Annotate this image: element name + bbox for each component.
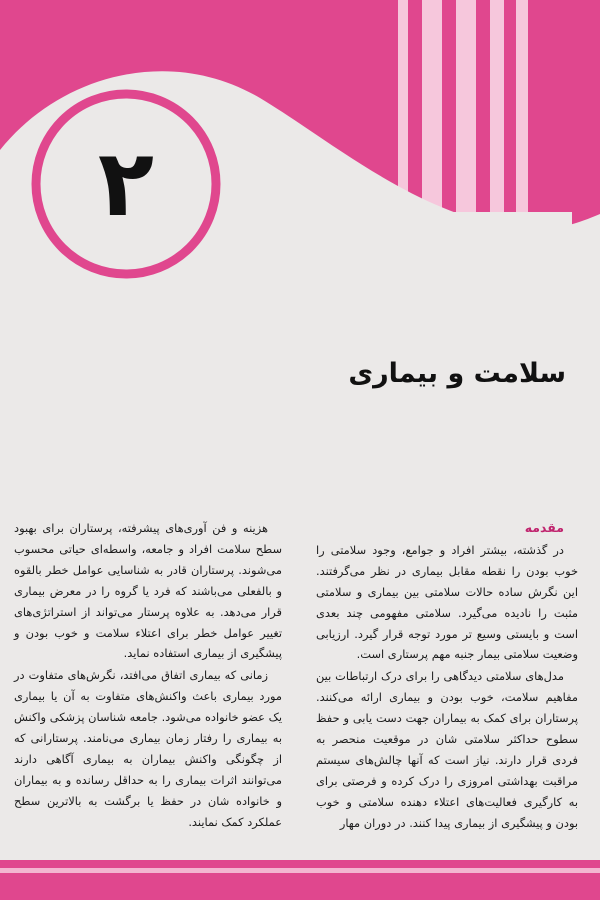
left-column [14,518,282,834]
footer-stripes [0,860,600,900]
section-heading: مقدمه [524,520,564,535]
paragraph: در گذشته، بیشتر افراد و جوامع، وجود سلامتی را خوب بودن را نقطه مقابل بیماری در نظر می‌گرفتند. این نگرش ساده حالات سلامتی بین بیماری و سلامتی مثبت را نادیده می‌گیرد. سلامتی مفهومی چند بعدی است و بایستی وسیع تر مورد توجه قرار گیرد. ارزیابی وضعیت سلامتی بیمار جنبه مهم پرستاری است. [316,542,578,662]
paragraph: مدل‌های سلامتی دیدگاهی را برای درک ارتباطات بین مفاهیم سلامت، خوب بودن و بیماری ارائه می‌کنند. پرستاران برای کمک به بیماران جهت دست یابی و حفظ سطوح حداکثر سلامتی شان در موقعیت منحصر به فردی قرار دارند. نیاز است که آنها چالش‌های سیستم مراقبت بهداشتی امروزی را درک کرده و فرصتی برای به کارگیری فعالیت‌های اعتلاء دهنده سلامتی و خوب بودن و پیشگیری از بیماری پیدا کنند. در دوران مهار [316,669,578,830]
paragraph: زمانی که بیماری اتفاق می‌افتد، نگرش‌های متفاوت در مورد بیماری باعث واکنش‌های متفاوت به آن یا بیماری یک عضو خانواده می‌شود. جامعه شناسان پزشکی واکنش به بیماری را رفتار زمان بیماری می‌نامند. پرستارانی که از چگونگی واکنش بیماران به بیماری آگاهی دارند می‌توانند اثرات بیماری را به حداقل رسانده و به بیماران و خانواده شان در حفظ یا برگشت به بالاترین سطح عملکرد کمک نمایند. [14,668,282,829]
paragraph: هزینه و فن آوری‌های پیشرفته، پرستاران برای بهبود سطح سلامت افراد و جامعه، واسطه‌ای حیاتی محسوب می‌شوند. پرستاران قادر به شناسایی عوامل خطر بالقوه و بالفعلی می‌باشند که فرد یا گروه را در معرض بیماری قرار می‌دهد. به علاوه پرستار می‌تواند از استراتژی‌های تغییر عوامل خطر برای اعتلاء سلامت و خوب بودن و پیشگیری از بیماری استفاده نماید. [14,521,282,661]
chapter-title: سلامت و بیماری [348,358,566,389]
right-column [316,518,578,835]
chapter-number: ۲ [97,130,155,237]
